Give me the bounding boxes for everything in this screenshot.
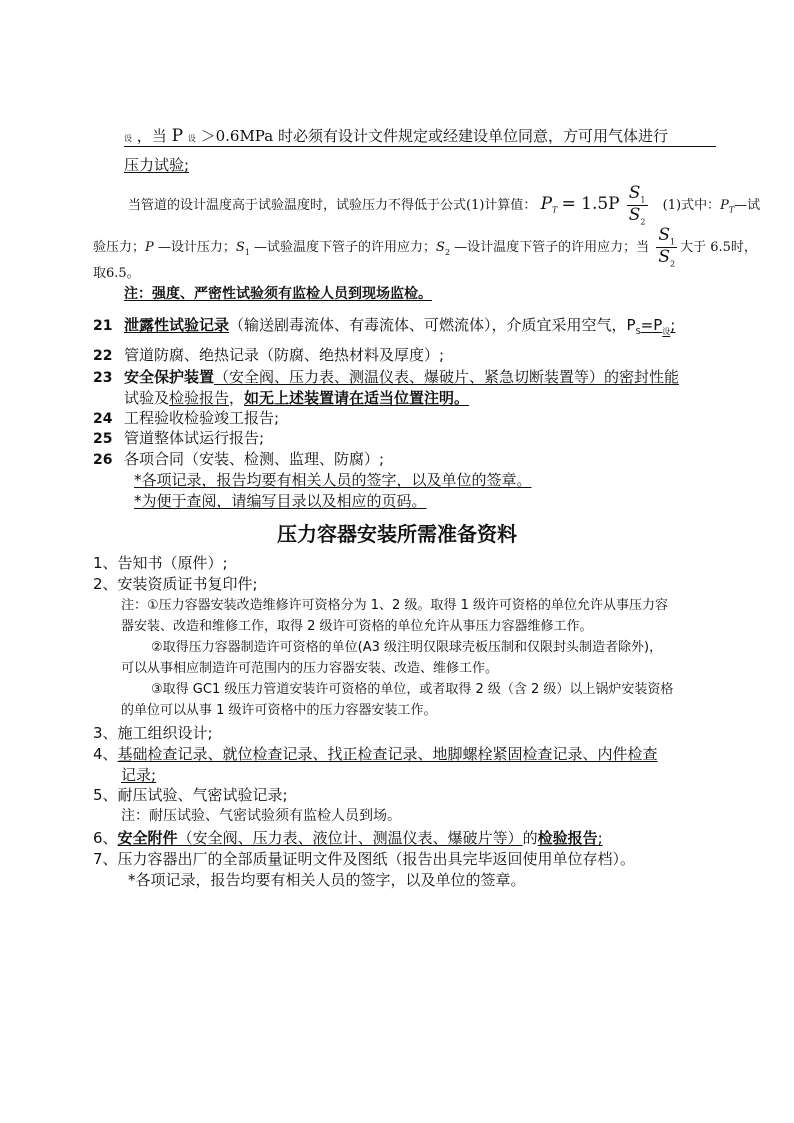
formula-l2-frac-s1-sub: 1 (669, 237, 676, 247)
item-23-l2-d: 如无上述装置请在适当位置注明。 (244, 389, 470, 407)
list-item-3: 3、施工组织设计; (93, 724, 213, 742)
text-dang: ，当 (136, 127, 167, 145)
item-21-rest: （输送剧毒流体、有毒流体、可燃流体），介质宜采用空气，P (229, 316, 636, 334)
note-3-line-2: 的单位可以从事 1 级许可资格中的压力容器安装工作。 (121, 703, 437, 718)
list-item-4-num: 4、 (93, 745, 118, 763)
formula-l2-c: —试验温度下管子的许用应力； (249, 240, 437, 256)
continuation-line-1 (124, 126, 668, 146)
formula-pt: P (540, 194, 553, 214)
formula-s2: S (628, 205, 641, 225)
formula-after-tail: —试 (734, 198, 761, 213)
item-23-line-1 (124, 368, 679, 386)
note-strength: 注：强度、严密性试验须有监检人员到现场监检。 (124, 286, 432, 302)
formula-l2-s2: S (436, 240, 445, 256)
formula-s1: S (628, 182, 641, 203)
item-number: 23 (93, 370, 113, 386)
formula-l2-s1-sub: 1 (244, 247, 250, 257)
item-26: 各项合同（安装、检测、监理、防腐）; (124, 450, 385, 468)
note-1-line-1: 注：①压力容器安装改造维修许可资格分为 1、2 级。取得 1 级许可资格的单位允许从事压力容 (121, 598, 668, 613)
list-item-6-paren: （安全阀、压力表、液位计、测温仪表、爆破片等） (177, 829, 523, 847)
formula-line-3: 取6.5。 (93, 266, 140, 281)
note-3-line-1: ③取得 GC1 级压力管道安装许可资格的单位，或者取得 2 级（含 2 级）以上锅炉安装资格 (151, 682, 674, 697)
subscript-she: 设 (124, 134, 132, 143)
formula-l2-p: P (145, 240, 154, 256)
note-2-line-2: 可以从事相应制造许可范围内的压力容器安装、改造、维修工作。 (121, 661, 499, 676)
list-item-6 (93, 829, 603, 847)
formula-s1-sub: 1 (640, 195, 646, 205)
item-21-bold: 泄露性试验记录 (124, 316, 230, 334)
list-item-6-num: 6、 (93, 829, 118, 847)
list-item-1: 1、告知书（原件）; (93, 554, 228, 572)
list-item-6-end: ; (597, 829, 603, 847)
formula-l2-s2-sub: 2 (444, 247, 451, 257)
star-note: *为便于查阅，请编写目录以及相应的页码。 (134, 492, 427, 510)
formula-line-2 (93, 226, 757, 273)
star-note: *各项记录，报告均要有相关人员的签字，以及单位的签章。 (134, 471, 532, 489)
list-item-7: 7、压力容器出厂的全部质量证明文件及图纸（报告出具完毕返回使用单位存档）。 (93, 850, 636, 868)
item-21-she: 设 (662, 327, 671, 336)
note-5: 注：耐压试验、气密试验须有监检人员到场。 (121, 808, 401, 824)
continuation-line-2: 压力试验; (124, 156, 190, 174)
item-21-s-sub: S (635, 327, 641, 336)
item-21-end: ; (670, 316, 676, 334)
formula-l2-s1: S (235, 240, 245, 256)
formula-after: (1)式中： (662, 198, 721, 213)
section-title: 压力容器安装所需准备资料 (277, 522, 517, 546)
item-number: 22 (93, 348, 113, 364)
formula-after-pt-sub: T (728, 205, 735, 215)
formula-l2-a: 验压力； (93, 240, 146, 256)
formula-l2-frac-s2-sub: 2 (669, 259, 676, 269)
formula-after-pt: P (720, 198, 729, 213)
formula-eq: = 1.5P (561, 194, 620, 214)
underline-rule (124, 146, 716, 147)
item-23-l2-c: ， (229, 389, 245, 407)
list-item-6-report: 检验报告 (537, 829, 598, 847)
item-number: 25 (93, 431, 113, 447)
formula-l2-e: 大于 6.5时， (680, 240, 757, 256)
list-item-7-note: *各项记录，报告均要有相关人员的签字，以及单位的签章。 (128, 871, 526, 889)
formula-l2-fraction (656, 226, 677, 269)
list-item-4-line-2: 记录; (121, 766, 157, 784)
item-21-eqp: =P (640, 316, 663, 334)
formula-fraction (627, 184, 648, 227)
formula-s2-sub: 2 (640, 217, 646, 227)
item-22: 管道防腐、绝热记录（防腐、绝热材料及厚度）; (124, 346, 445, 364)
formula-l2-frac-s2: S (658, 247, 670, 268)
formula-l2-b: —设计压力； (153, 240, 236, 256)
pressure-condition: ＞0.6MPa 时必须有设计文件规定或经建设单位同意，方可用气体进行 (200, 127, 668, 145)
item-24: 工程验收检验竣工报告; (124, 409, 280, 427)
item-25: 管道整体试运行报告; (124, 429, 265, 447)
list-item-5: 5、耐压试验、气密试验记录; (93, 786, 288, 804)
item-23-bold: 安全保护装置 (124, 368, 215, 386)
item-23-l2-a: 试验及 (124, 389, 170, 407)
item-number: 21 (93, 318, 113, 334)
note-2-line-1: ②取得压力容器制造许可资格的单位(A3 级注明仅限球壳板压制和仅限封头制造者除外)， (151, 640, 663, 655)
formula-l2-frac-s1: S (658, 225, 670, 245)
item-number: 26 (93, 452, 113, 468)
item-23-l2-b: 检验报告 (169, 389, 230, 407)
note-1-line-2: 器安装、改造和维修工作，取得 2 级许可资格的单位允许从事压力容器维修工作。 (121, 619, 593, 634)
formula-intro: 当管道的设计温度高于试验温度时，试验压力不得低于公式(1)计算值： (128, 198, 537, 213)
item-number: 24 (93, 411, 113, 427)
p-letter: P (171, 126, 184, 146)
list-item-6-de: 的 (522, 829, 538, 847)
formula-l2-d: —设计温度下管子的许用应力；当 (450, 240, 650, 256)
list-item-2: 2、安装资质证书复印件; (93, 575, 258, 593)
item-21 (124, 316, 675, 337)
list-item-4-text: 基础检查记录、就位检查记录、找正检查记录、地脚螺栓紧固检查记录、内件检查 (117, 745, 658, 763)
subscript-she-2: 设 (187, 134, 196, 143)
item-23-rest: （安全阀、压力表、测温仪表、爆破片、紧急切断装置等）的密封性能 (214, 368, 680, 386)
item-23-line-2 (124, 389, 469, 407)
list-item-6-bold: 安全附件 (117, 829, 178, 847)
formula-pt-sub: T (552, 205, 558, 215)
list-item-4-line-1 (93, 745, 658, 763)
